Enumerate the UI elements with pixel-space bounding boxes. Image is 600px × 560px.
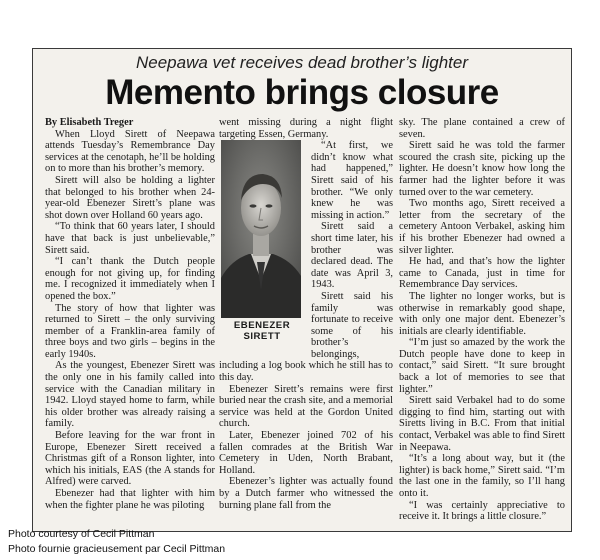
article-column-3 [399,117,565,523]
photo-credit-french: Photo fournie gracieusement par Cecil Pittman [8,543,226,555]
paragraph: “I was certainly appreciative to receive it. It brings a little closure.” [399,499,565,523]
paragraph: Ebenezer’s lighter was actually found by a Dutch farmer who witnessed the burning plane fall from the [219,476,393,511]
paragraph: The story of how that lighter was returned to Sirett – the only surviving member of a Franklin-area family of three boys and two girls – begins in the early 1940s. [45,302,215,360]
paragraph: “At first, we didn’t know what had happened,” Sirett said of his brother. “We only knew he was missing in action.” [311,140,393,221]
paragraph: “I can’t thank the Dutch people enough for not giving up, for finding me. I recognized it immediately when I opened the box.” [45,256,215,302]
caption-line: SIRETT [243,331,281,343]
caption-line: EBENEZER [233,320,291,332]
paragraph: Sirett said he was told the farmer scoured the crash site, picking up the lighter. He doesn’t know how long the farmer had the lighter before it was turned over to the war cemetery. [399,140,565,198]
paragraph: “I’m just so amazed by the work the Dutch people have done to keep in contact,” said Sirett. “It sure brought back a lot of memories to see that lighter.” [399,337,565,395]
paragraph: Sirett said his family was fortunate to receive some of his brother’s belongings, including a log book which he still has to this day. [219,290,393,384]
article-column-2 [219,117,393,511]
paragraph: Sirett will also be holding a lighter that belonged to his brother when 24-year-old Ebenezer Sirett’s plane was shot down over Holland 60 years ago. [45,174,215,221]
portrait-photo [221,140,301,318]
paragraph: “It’s a long about way, but it (the lighter) is back home,” Sirett said. “I’m the last one in the family, so I’ll hang onto it. [399,453,565,499]
paragraph-continued: sky. The plane contained a crew of seven. [399,117,565,140]
subheadline: Neepawa vet receives dead brother’s lighter [135,53,468,72]
paragraph: As the youngest, Ebenezer Sirett was the only one in his family called into service with the Canadian military in 1942. Lloyd stayed home to farm, while his older brother was already raising a family. [45,360,215,430]
byline: By Elisabeth Treger [45,117,134,128]
portrait-block [219,140,305,352]
paragraph: When Lloyd Sirett of Neepawa attends Tuesday’s Remembrance Day services at the cenotaph, he’ll be holding on to more than his brother’s memory. [45,128,215,175]
paragraph: Ebenezer had that lighter with him when the fighter plane he was piloting [45,488,215,511]
photo-credit-english: Photo courtesy of Cecil Pittman [8,528,155,540]
paragraph: Sirett said Verbakel had to do some digging to find him, starting out with Siretts living in B.C. From that initial contact, Verbakel was able to find Sirett in Neepawa. [399,395,565,453]
paragraph: The lighter no longer works, but is otherwise in remarkably good shape, with only one major dent. Ebenezer’s initials are clearly identifiable. [399,290,565,337]
paragraph: Sirett said a short time later, his brother was declared dead. The date was April 3, 1943. [311,221,393,291]
paragraph: “To think that 60 years later, I should have that back is just unbelievable,” Sirett said. [45,221,215,256]
paragraph: Before leaving for the war front in Europe, Ebenezer Sirett received a Christmas gift of a Ronson lighter, into which his initials, EAS (the A stands for Alfred) were carved. [45,430,215,488]
photo-caption [219,320,305,342]
paragraph: Two months ago, Sirett received a letter from the secretary of the cemetery Antoon Verbakel, asking him if his brother Ebenezer had owned a silver lighter. [399,198,565,256]
article-column-1 [45,117,215,511]
paragraph: Ebenezer Sirett’s remains were first buried near the crash site, and a memorial service was held at the Gordon United church. [219,383,393,430]
newspaper-clipping [32,48,572,532]
headline: Memento brings closure [105,73,499,112]
paragraph: Later, Ebenezer joined 702 of his fallen comrades at the British War Cemetery in Uden, North Brabant, Holland. [219,430,393,476]
paragraph: He had, and that’s how the lighter came to Canada, just in time for Remembrance Day services. [399,256,565,291]
paragraph-continued: went missing during a night flight targeting Essen, Germany. [219,117,393,140]
